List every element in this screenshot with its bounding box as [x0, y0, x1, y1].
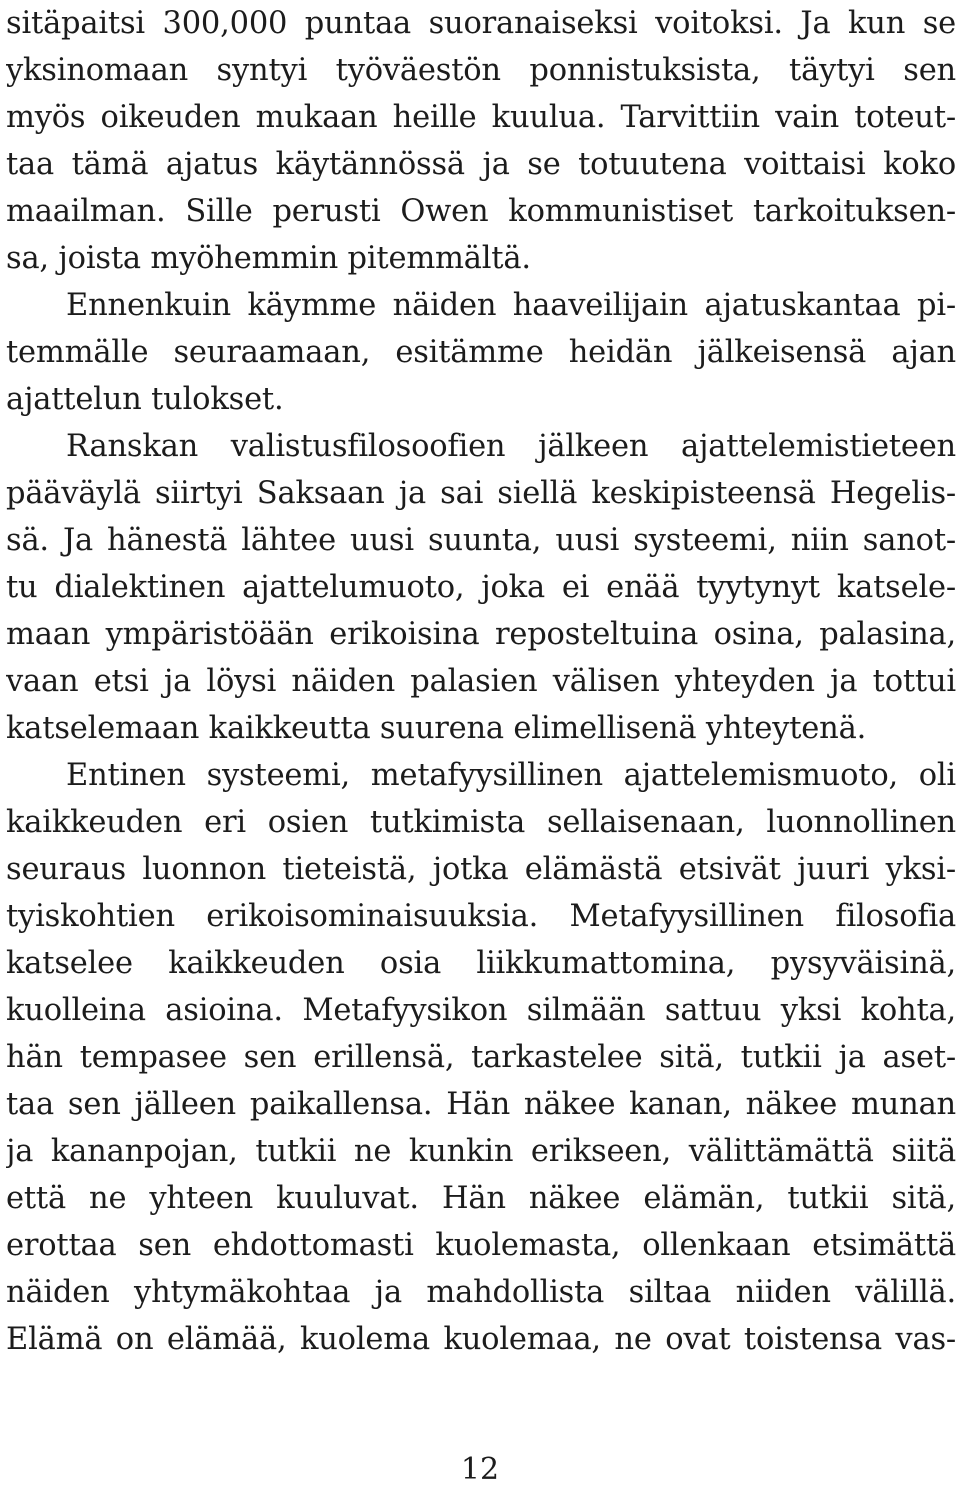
text-line: taa tämä ajatus käytännössä ja se totuutena voittaisi koko: [6, 147, 956, 182]
text-line: kaikkeuden eri osien tutkimista sellaisenaan, luonnollinen: [6, 805, 956, 840]
text-line: ja kananpojan, tutkii ne kunkin erikseen, välittämättä siitä: [6, 1134, 956, 1169]
page-body: [6, 0, 956, 1363]
text-line: ajattelun tulokset.: [6, 382, 284, 417]
text-line: näiden yhtymäkohtaa ja mahdollista siltaa niiden välillä.: [6, 1275, 956, 1310]
text-line: erottaa sen ehdottomasti kuolemasta, ollenkaan etsimättä: [6, 1228, 956, 1263]
text-line: tyiskohtien erikoisominaisuuksia. Metafyysillinen filosofia: [6, 899, 956, 934]
text-line: sä. Ja hänestä lähtee uusi suunta, uusi systeemi, niin sanot-: [6, 523, 956, 558]
text-line: Entinen systeemi, metafyysillinen ajattelemismuoto, oli: [66, 758, 956, 793]
text-line: että ne yhteen kuuluvat. Hän näkee elämän, tutkii sitä,: [6, 1181, 956, 1216]
text-line: kuolleina asioina. Metafyysikon silmään sattuu yksi kohta,: [6, 993, 956, 1028]
text-line: temmälle seuraamaan, esitämme heidän jälkeisensä ajan: [6, 335, 956, 370]
text-line: taa sen jälleen paikallensa. Hän näkee kanan, näkee munan: [6, 1087, 956, 1122]
text-line: yksinomaan syntyi työväestön ponnistuksista, täytyi sen: [6, 53, 956, 88]
text-line: Ennenkuin käymme näiden haaveilijain ajatuskantaa pi-: [66, 288, 956, 323]
text-line: pääväylä siirtyi Saksaan ja sai siellä keskipisteensä Hegelis-: [6, 476, 956, 511]
text-line: seuraus luonnon tieteistä, jotka elämästä etsivät juuri yksi-: [6, 852, 956, 887]
text-line: vaan etsi ja löysi näiden palasien välisen yhteyden ja tottui: [6, 664, 956, 699]
text-line: tu dialektinen ajattelumuoto, joka ei enää tyytynyt katsele-: [6, 570, 956, 605]
text-line: katselee kaikkeuden osia liikkumattomina, pysyväisinä,: [6, 946, 956, 981]
text-line: sa, joista myöhemmin pitemmältä.: [6, 241, 531, 276]
text-line: hän tempasee sen erillensä, tarkastelee sitä, tutkii ja aset-: [6, 1040, 956, 1075]
text-line: sitäpaitsi 300,000 puntaa suoranaiseksi voitoksi. Ja kun se: [6, 6, 956, 41]
text-line: Ranskan valistusfilosoofien jälkeen ajattelemistieteen: [66, 429, 956, 464]
text-line: katselemaan kaikkeutta suurena elimellisenä yhteytenä.: [6, 711, 867, 746]
text-line: maailman. Sille perusti Owen kommunistiset tarkoituksen-: [6, 194, 956, 229]
text-line: maan ympäristöään erikoisina reposteltuina osina, palasina,: [6, 617, 956, 652]
text-line: Elämä on elämää, kuolema kuolemaa, ne ovat toistensa vas-: [6, 1322, 956, 1357]
page-number: 12: [460, 1452, 500, 1487]
text-line: myös oikeuden mukaan heille kuulua. Tarvittiin vain toteut-: [6, 100, 956, 135]
